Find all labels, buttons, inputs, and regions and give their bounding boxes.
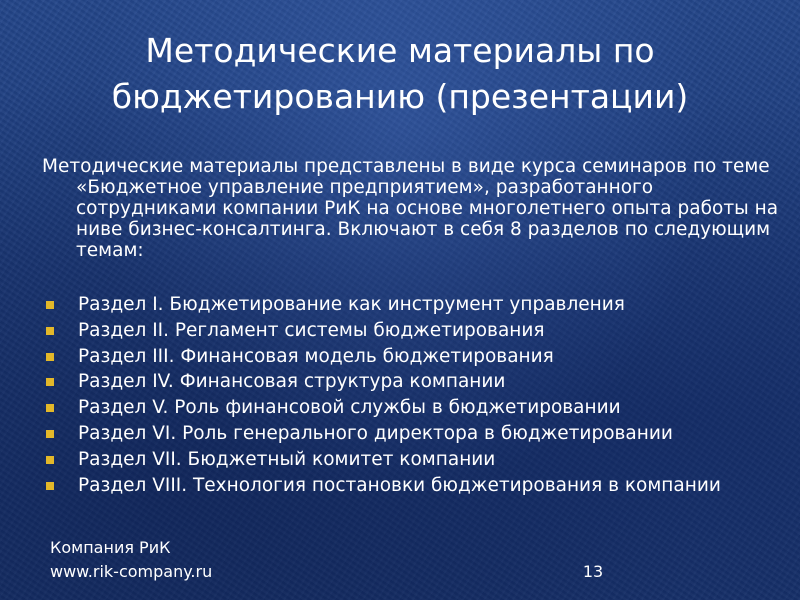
slide-title (40, 28, 760, 120)
square-bullet-icon (46, 456, 54, 464)
intro-paragraph (42, 156, 782, 261)
footer-url: www.rik-company.ru (50, 562, 213, 581)
list-item (46, 371, 746, 392)
square-bullet-icon (46, 301, 54, 309)
square-bullet-icon (46, 404, 54, 412)
list-item (46, 397, 746, 418)
list-item (46, 423, 746, 444)
list-item-label: Раздел VIII. Технология постановки бюджетирования в компании (78, 474, 721, 496)
square-bullet-icon (46, 327, 54, 335)
list-item (46, 449, 746, 470)
list-item (46, 320, 746, 341)
square-bullet-icon (46, 430, 54, 438)
page-number: 13 (582, 562, 604, 581)
square-bullet-icon (46, 353, 54, 361)
list-item (46, 294, 746, 315)
intro-text: Методические материалы представлены в виде курса семинаров по теме «Бюджетное управление предприятием», разработанного сотрудниками компании РиК на основе многолетнего опыта работы на ниве бизнес-консалтинга. Включают в себя 8 разделов по следующим темам: (42, 156, 779, 261)
square-bullet-icon (46, 378, 54, 386)
square-bullet-icon (46, 482, 54, 490)
slide-title-line-2: бюджетированию (презентации) (111, 77, 689, 116)
list-item-label: Раздел VI. Роль генерального директора в бюджетировании (78, 422, 673, 444)
list-item-label: Раздел III. Финансовая модель бюджетирования (78, 345, 554, 367)
list-item-label: Раздел I. Бюджетирование как инструмент управления (78, 294, 625, 315)
list-item-label: Раздел IV. Финансовая структура компании (78, 371, 506, 393)
list-item (46, 475, 746, 496)
slide-title-line-1: Методические материалы по (145, 31, 655, 70)
list-item-label: Раздел V. Роль финансовой службы в бюджетировании (78, 397, 621, 419)
list-item-label: Раздел II. Регламент системы бюджетирования (78, 319, 545, 341)
list-item (46, 346, 746, 367)
topic-list (46, 294, 746, 500)
footer-company-name: Компания РиК (50, 538, 171, 557)
list-item-label: Раздел VII. Бюджетный комитет компании (78, 448, 496, 470)
